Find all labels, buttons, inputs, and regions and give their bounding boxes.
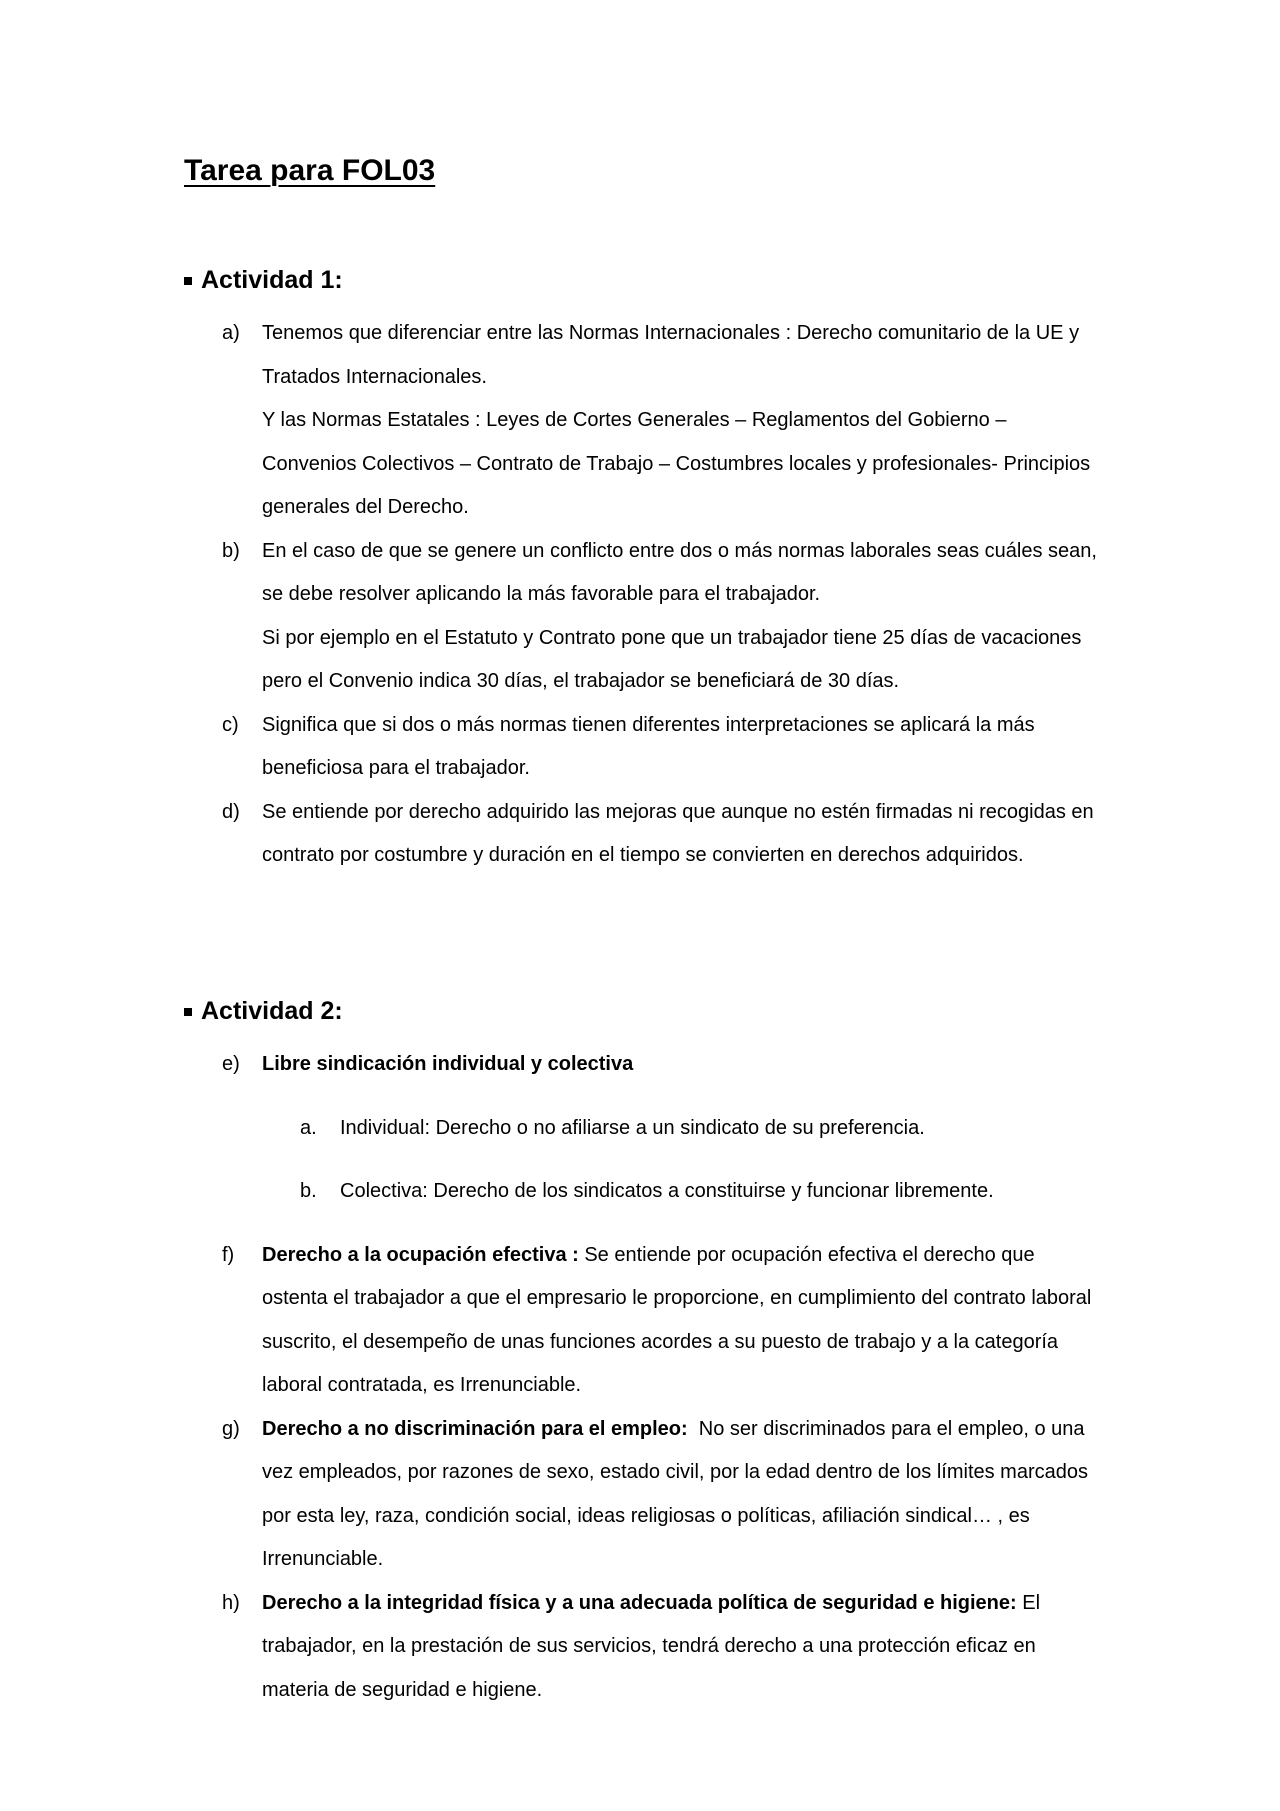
- activity-1-list: [0, 312, 1280, 878]
- paragraph: Individual: Derecho o no afiliarse a un sindicato de su preferencia.: [340, 1116, 925, 1139]
- sub-list-marker: b.: [300, 1180, 317, 1202]
- paragraph: [262, 1043, 1102, 1087]
- list-item: [0, 1582, 1280, 1713]
- paragraph: Se entiende por derecho adquirido las mejoras que aunque no estén firmadas ni recogidas en contrato por costumbre y duración en el tiempo se convierten en derechos adquiridos.: [262, 800, 1094, 866]
- activity-1-heading-text: Actividad 1:: [201, 266, 343, 294]
- list-item: [0, 530, 1280, 704]
- square-bullet-icon: [184, 1008, 192, 1016]
- bold-label: Derecho a la integridad física y a una adecuada política de seguridad e higiene:: [262, 1591, 1017, 1614]
- list-marker: f): [222, 1243, 235, 1266]
- paragraph-text: Se entiende por ocupación efectiva el derecho que ostenta el trabajador a que el empresario le proporcione, en cumplimiento del contrato laboral suscrito, el desempeño de unas funciones acordes a su puesto de trabajo y a la categoría laboral contratada, es Irrenunciable.: [262, 1243, 1092, 1396]
- list-marker: b): [222, 539, 240, 562]
- paragraph-text: El trabajador, en la prestación de sus servicios, tendrá derecho a una protección eficaz en materia de seguridad e higiene.: [262, 1591, 1041, 1701]
- paragraph: Significa que si dos o más normas tienen diferentes interpretaciones se aplicará la más beneficiosa para el trabajador.: [262, 713, 1035, 779]
- sub-list-marker: a.: [300, 1116, 317, 1139]
- list-item: [0, 312, 1280, 530]
- list-item: [0, 1408, 1280, 1582]
- paragraph: [262, 1234, 1102, 1408]
- sub-list-item: [0, 1107, 1280, 1151]
- paragraph: Tenemos que diferenciar entre las Normas Internacionales : Derecho comunitario de la UE y Tratados Internacionales.: [262, 322, 1080, 388]
- document-title: Tarea para FOL03: [184, 154, 436, 187]
- square-bullet-icon: [184, 277, 192, 285]
- list-marker: d): [222, 800, 240, 823]
- list-marker: c): [222, 713, 239, 736]
- activity-2-list: [0, 1043, 1280, 1712]
- paragraph: Colectiva: Derecho de los sindicatos a constituirse y funcionar libremente.: [340, 1180, 994, 1202]
- paragraph: En el caso de que se genere un conflicto entre dos o más normas laborales seas cuáles sean, se debe resolver aplicando la más favorable para el trabajador.: [262, 539, 1097, 605]
- paragraph-text: No ser discriminados para el empleo, o una vez empleados, por razones de sexo, estado civil, por la edad dentro de los límites marcados por esta ley, raza, condición social, ideas religiosas o políticas, afiliación sindical… , es Irrenunciable.: [262, 1417, 1094, 1570]
- list-marker: h): [222, 1591, 240, 1614]
- paragraph: Si por ejemplo en el Estatuto y Contrato pone que un trabajador tiene 25 días de vacaciones pero el Convenio indica 30 días, el trabajador se beneficiará de 30 días.: [262, 626, 1082, 692]
- list-marker: e): [222, 1053, 240, 1075]
- activity-2-heading: [184, 997, 343, 1026]
- list-marker: g): [222, 1417, 240, 1440]
- sub-list-item: [0, 1170, 1280, 1214]
- bold-label: Libre sindicación individual y colectiva: [262, 1053, 634, 1075]
- bold-label: Derecho a la ocupación efectiva :: [262, 1243, 579, 1266]
- list-marker: a): [222, 322, 240, 344]
- list-item: [0, 704, 1280, 791]
- bold-label: Derecho a no discriminación para el empleo:: [262, 1417, 688, 1440]
- activity-2-heading-text: Actividad 2:: [201, 997, 343, 1025]
- list-item: [0, 791, 1280, 878]
- paragraph: Y las Normas Estatales : Leyes de Cortes Generales – Reglamentos del Gobierno – Convenios Colectivos – Contrato de Trabajo – Costumbres locales y profesionales- Principios generales del Derecho.: [262, 409, 1091, 518]
- list-item: [0, 1234, 1280, 1408]
- activity-1-heading: [184, 266, 343, 295]
- paragraph: [262, 1582, 1102, 1713]
- paragraph: [262, 1408, 1102, 1582]
- list-item: [0, 1043, 1280, 1087]
